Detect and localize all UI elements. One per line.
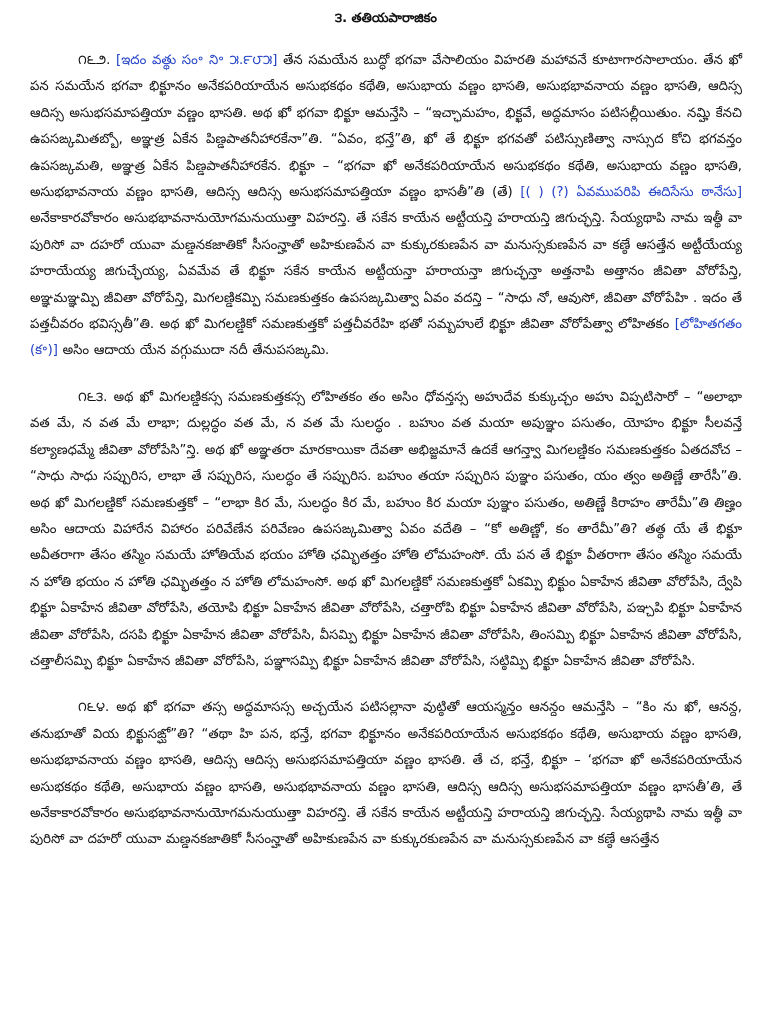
reference-link[interactable]: [( ) (?) ఏవముపరిపి ఈదిసేసు ఠానేసు] [520,185,742,201]
paragraph-number: ౧౬౨. [78,53,111,68]
paragraph-number: ౧౬౪. [78,700,110,716]
paragraph-text: అనేకాకారవోకారం అసుభభావనానుయోగమనుయుత్తా విహరన్తి. తే సకేన కాయేన అట్టీయన్తి హరాయన్తి జిగుచ్ఛన్తి. సేయ్యథాపి నామ ఇత్థీ వా పురిసో వా దహరో యువా మణ్డనకజాతికో సీసంన్హాతో అహికుణపేన వా కుక్కురకుణపేన వా మనుస్సకుణపేన వా కణ్ఠే ఆసత్తేన అట్టీయేయ్య హరాయేయ్య జిగుచ్ఛేయ్య, ఏవమేవ తే భిక్ఖూ సకేన కాయేన అట్టీయన్తా హరాయన్తా జిగుచ్ఛన్తా అత్తనాపి అత్తానం జీవితా వోరోపేన్తి, అఞ్ఞమఞ్ఞమ్పి జీవితా వోరోపేన్తి, మిగలణ్డికమ్పి సమణకుత్తకం ఉపసఙ్కమిత్వా ఏవం వదన్తి – “సాధు నో, ఆవుసో, జీవితా వోరోపేహి . ఇదం తే పత్తచీవరం భవిస్సతీ”తి. అథ ఖో మిగలణ్డికో సమణకుత్తకో పత్తచీవరేహి భతో సమ్బహులే భిక్ఖూ జీవితా వోరోపేత్వా లోహితకం [30,211,742,333]
paragraph-164 [30,695,742,853]
page-title: ౩. తతియపారాజికం [334,11,438,26]
paragraph-text: అథ ఖో మిగలణ్డికస్స సమణకుత్తకస్స లోహితకం తం అసిం ధోవన్తస్స అహుదేవ కుక్కుచ్చం అహు విప్పటిసారో – “అలాభా వత మే, న వత మే లాభా; దుల్లద్ధం వత మే, న వత మే సులద్ధం . బహుం వత మయా అపుఞ్ఞం పసుతం, యోహం భిక్ఖూ సీలవన్తే కల్యాణధమ్మే జీవితా వోరోపేసి”న్తి. అథ ఖో అఞ్ఞతరా మారకాయికా దేవతా అభిజ్జమానే ఉదకే ఆగన్త్వా మిగలణ్డికం సమణకుత్తకం ఏతదవోచ – “సాధు సాధు సప్పురిస, లాభా తే సప్పురిస, సులద్ధం తే సప్పురిస. బహుం తయా సప్పురిస పుఞ్ఞం పసుతం, యం త్వం అతిణ్ణే తారేసీ”తి. అథ ఖో మిగలణ్డికో సమణకుత్తకో – “లాభా కిర మే, సులద్ధం కిర మే, బహుం కిర మయా పుఞ్ఞం పసుతం, అతిణ్ణే కిరాహం తారేమీ”తి తిణ్హం అసిం ఆదాయ విహారేన విహారం పరివేణేన పరివేణం ఉపసఙ్కమిత్వా ఏవం వదేతి – “కో అతిణ్ణో, కం తారేమీ”తి? తత్థ యే తే భిక్ఖూ అవీతరాగా తేసం తస్మిం సమయే హోతియేవ భయం హోతి ఛమ్భితత్తం హోతి లోమహంసో. యే పన తే భిక్ఖూ వీతరాగా తేసం తస్మిం సమయే న హోతి భయం న హోతి ఛమ్భితత్తం న హోతి లోమహంసో. అథ ఖో మిగలణ్డికో సమణకుత్తకో ఏకమ్పి భిక్ఖుం ఏకాహేన జీవితా వోరోపేసి, ద్వేపి భిక్ఖూ ఏకాహేన జీవితా వోరోపేసి, తయోపి భిక్ఖూ ఏకాహేన జీవితా వోరోపేసి, చత్తారోపి భిక్ఖూ ఏకాహేన జీవితా వోరోపేసి, పఞ్చపి భిక్ఖూ ఏకాహేన జీవితా వోరోపేసి, దసపి భిక్ఖూ ఏకాహేన జీవితా వోరోపేసి, వీసమ్పి భిక్ఖూ ఏకాహేన జీవితా వోరోపేసి, తింసమ్పి భిక్ఖూ ఏకాహేన జీవితా వోరోపేసి, చత్తాలీసమ్పి భిక్ఖూ ఏకాహేన జీవితా వోరోపేసి, పఞ్ఞాసమ్పి భిక్ఖూ ఏకాహేన జీవితా వోరోపేసి, సట్ఠిమ్పి భిక్ఖూ ఏకాహేన జీవితా వోరోపేసి. [30,389,742,669]
paragraph-text: తేన సమయేన బుద్ధో భగవా వేసాలియం విహరతి మహావనే కూటాగారసాలాయం. తేన ఖో పన సమయేన భగవా భిక్ఖూనం అనేకపరియాయేన అసుభకథం కథేతి, అసుభాయ వణ్ణం భాసతి, అసుభభావనాయ వణ్ణం భాసతి, ఆదిస్స ఆదిస్స అసుభసమాపత్తియా వణ్ణం భాసతి. అథ ఖో భగవా భిక్ఖూ ఆమన్తేసి – “ఇచ్ఛామహం, భిక్ఖవే, అద్ధమాసం పటిసల్లీయితుం. నమ్హి కేనచి ఉపసఙ్కమితబ్బో, అఞ్ఞత్ర ఏకేన పిణ్డపాతనీహారకేనా”తి. “ఏవం, భన్తే”తి, ఖో తే భిక్ఖూ భగవతో పటిస్సుణిత్వా నాస్సుద కోచి భగవన్తం ఉపసఙ్కమతి, అఞ్ఞత్ర ఏకేన పిణ్డపాతనీహారకేన. భిక్ఖూ – “భగవా ఖో అనేకపరియాయేన అసుభకథం కథేతి, అసుభాయ వణ్ణం భాసతి, అసుభభావనాయ వణ్ణం భాసతి, ఆదిస్స ఆదిస్స అసుభసమాపత్తియా వణ్ణం భాసతీ”తి (తే) [30,53,742,201]
paragraph-text: అథ ఖో భగవా తస్స అద్ధమాసస్స అచ్చయేన పటిసల్లానా వుట్ఠితో ఆయస్మన్తం ఆనన్దం ఆమన్తేసి – “కిం ను ఖో, ఆనన్ద, తనుభూతో వియ భిక్ఖుసఙ్ఘో”తి? “తథా హి పన, భన్తే, భగవా భిక్ఖూనం అనేకపరియాయేన అసుభకథం కథేతి, అసుభాయ వణ్ణం భాసతి, అసుభభావనాయ వణ్ణం భాసతి, ఆదిస్స ఆదిస్స అసుభసమాపత్తియా వణ్ణం భాసతి. తే చ, భన్తే, భిక్ఖూ – ‘భగవా ఖో అనేకపరియాయేన అసుభకథం కథేతి, అసుభాయ వణ్ణం భాసతి, అసుభభావనాయ వణ్ణం భాసతి, ఆదిస్స ఆదిస్స అసుభసమాపత్తియా వణ్ణం భాసతీ’తి, తే అనేకాకారవోకారం అసుభభావనానుయోగమనుయుత్తా విహరన్తి. తే సకేన కాయేన అట్టీయన్తి హరాయన్తి జిగుచ్ఛన్తి. సేయ్యథాపి నామ ఇత్థీ వా పురిసో వా దహరో యువా మణ్డనకజాతికో సీసంన్హాతో అహికుణపేన వా కుక్కురకుణపేన వా మనుస్సకుణపేన వా కణ్ఠే ఆసత్తేన [30,700,742,848]
paragraph-163 [30,385,742,675]
paragraph-number: ౧౬౩. [78,389,108,405]
reference-link[interactable]: [లోహితగతం (క॰)] [30,317,742,359]
reference-link[interactable]: [ఇదం వత్థు సం॰ ని॰ ౫.౯౮౫] [116,53,278,68]
paragraph-text: అసిం ఆదాయ యేన వగ్గుముదా నదీ తేనుపసఙ్కమి. [57,343,330,359]
paragraph-162 [30,48,742,365]
